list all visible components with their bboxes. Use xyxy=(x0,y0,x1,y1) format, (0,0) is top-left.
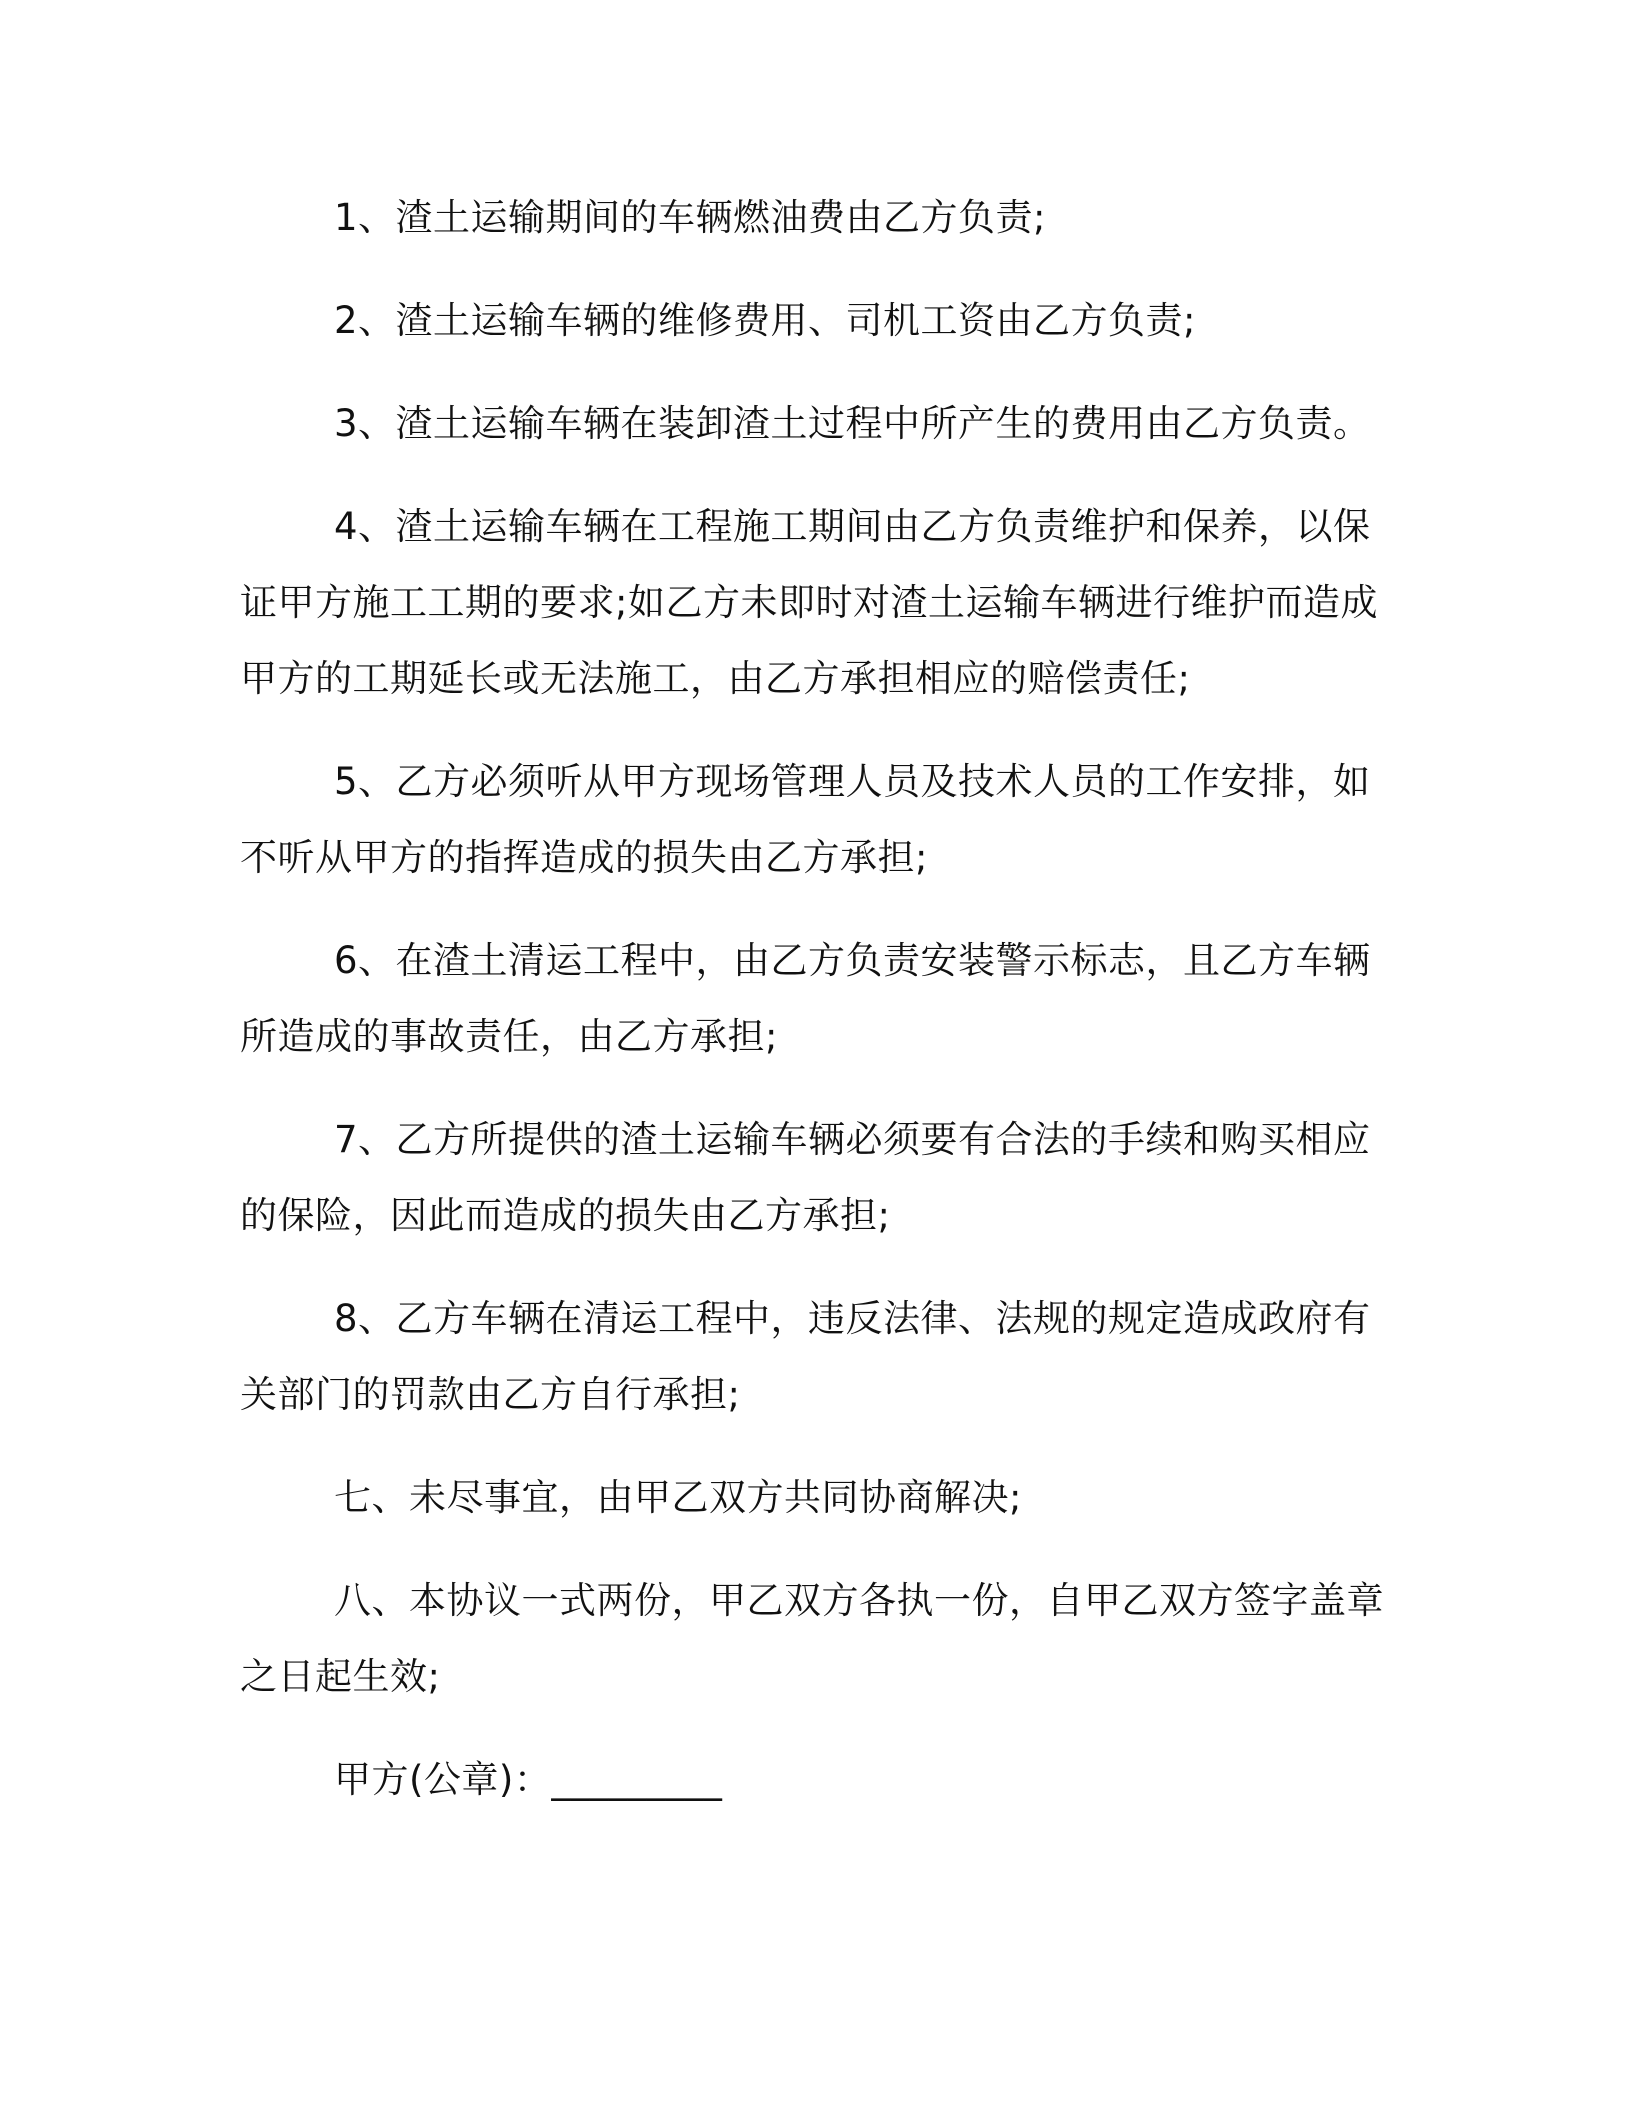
section-8-line-2: 之日起生效; xyxy=(240,1655,441,1698)
clause-6-line-1: 6、在渣土清运工程中，由乙方负责安装警示标志，且乙方车辆 xyxy=(334,939,1371,982)
clause-3-line-1: 3、渣土运输车辆在装卸渣土过程中所产生的费用由乙方负责。 xyxy=(334,402,1371,445)
clause-7-line-2: 的保险，因此而造成的损失由乙方承担; xyxy=(240,1194,891,1237)
clause-4-line-3: 甲方的工期延长或无法施工，由乙方承担相应的赔偿责任; xyxy=(240,657,1191,700)
section-8-line-1: 八、本协议一式两份，甲乙双方各执一份，自甲乙双方签字盖章 xyxy=(334,1579,1384,1622)
clause-4-line-2: 证甲方施工工期的要求;如乙方未即时对渣土运输车辆进行维护而造成 xyxy=(240,581,1378,624)
clause-8-line-2: 关部门的罚款由乙方自行承担; xyxy=(240,1373,741,1416)
clause-6-line-2: 所造成的事故责任，由乙方承担; xyxy=(240,1015,778,1058)
clause-5-line-1: 5、乙方必须听从甲方现场管理人员及技术人员的工作安排，如 xyxy=(334,760,1371,803)
clause-7-line-1: 7、乙方所提供的渣土运输车辆必须要有合法的手续和购买相应 xyxy=(334,1118,1371,1161)
clause-2-line-1: 2、渣土运输车辆的维修费用、司机工资由乙方负责; xyxy=(334,299,1197,342)
section-7-line-1: 七、未尽事宜，由甲乙双方共同协商解决; xyxy=(334,1476,1022,1519)
clause-5-line-2: 不听从甲方的指挥造成的损失由乙方承担; xyxy=(240,836,928,879)
clause-1-line-1: 1、渣土运输期间的车辆燃油费由乙方负责; xyxy=(334,196,1047,239)
party-a-signature-line: 甲方(公章)：_________ xyxy=(334,1758,723,1801)
clause-4-line-1: 4、渣土运输车辆在工程施工期间由乙方负责维护和保养，以保 xyxy=(334,505,1371,548)
clause-8-line-1: 8、乙方车辆在清运工程中，违反法律、法规的规定造成政府有 xyxy=(334,1297,1371,1340)
